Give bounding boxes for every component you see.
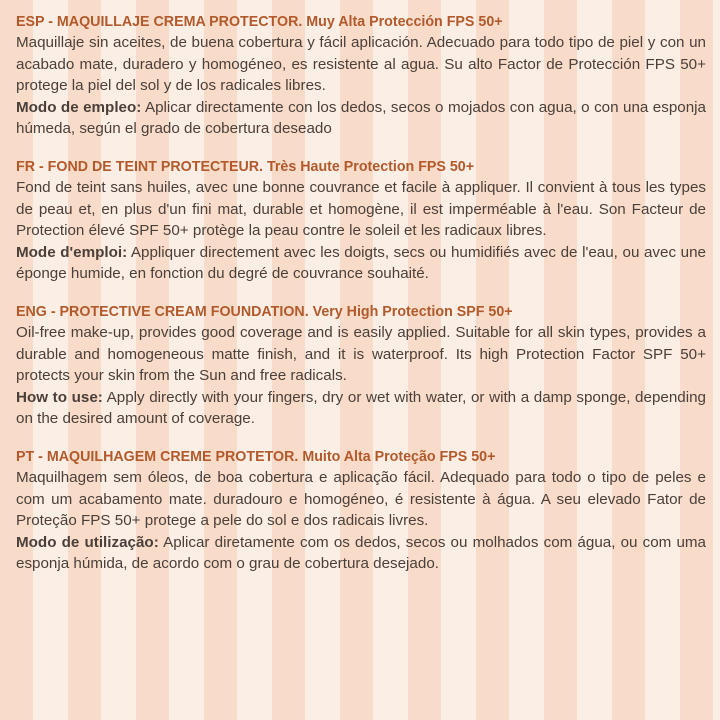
section-title: FR - FOND DE TEINT PROTECTEUR. Très Haute Protection FPS 50+ [16, 157, 475, 175]
usage-text: Aplicar diretamente com os dedos, secos ou molhados com água, ou com uma esponja húmida, de acordo com o grau de cobertura desejado. [16, 533, 706, 573]
usage-instructions [16, 532, 706, 575]
section-eng [16, 302, 706, 430]
usage-instructions [16, 387, 706, 430]
usage-label: Mode d'emploi: [16, 243, 128, 261]
section-title: ENG - PROTECTIVE CREAM FOUNDATION. Very High Protection SPF 50+ [16, 302, 513, 320]
section-description: Fond de teint sans huiles, avec une bonne couvrance et facile à appliquer. Il convient à tous les types de peau et, en plus d'un fini mat, durable et homogène, il est imperméable à l'eau. Son Facteur de Protection élevé SPF 50+ protège la peau contre le soleil et les radicaux libres. [16, 178, 706, 240]
usage-label: Modo de empleo: [16, 98, 142, 116]
section-esp [16, 12, 706, 140]
usage-instructions [16, 242, 706, 285]
usage-text: Apply directly with your fingers, dry or wet with water, or with a damp sponge, depending on the desired amount of coverage. [16, 388, 706, 428]
usage-text: Aplicar directamente con los dedos, secos o mojados con agua, o con una esponja húmeda, según el grado de cobertura deseado [16, 98, 707, 138]
section-description: Maquillaje sin aceites, de buena cobertura y fácil aplicación. Adecuado para todo tipo de piel y con un acabado mate, duradero y homogéneo, es resistente al agua. Su alto Factor de Protección FPS 50+ protege la piel del sol y de los radicales libres. [16, 34, 706, 95]
usage-label: Modo de utilização: [16, 533, 159, 551]
usage-label: How to use: [16, 388, 103, 406]
usage-text: Appliquer directement avec les doigts, secs ou humidifiés avec de l'eau, ou avec une éponge humide, en fonction du degré de couvrance souhaité. [16, 243, 706, 283]
section-description: Maquilhagem sem óleos, de boa cobertura e aplicação fácil. Adequado para todo o tipo de peles e com um acabamento mate. duradouro e homogéneo, é resistente à água. A seu elevado Fator de Proteção FPS 50+ protege a pele do sol e dos radicais livres. [16, 468, 706, 530]
section-title: ESP - MAQUILLAJE CREMA PROTECTOR. Muy Alta Protección FPS 50+ [16, 13, 503, 30]
section-title: PT - MAQUILHAGEM CREME PROTETOR. Muito Alta Proteção FPS 50+ [16, 447, 496, 465]
section-description: Oil-free make-up, provides good coverage and is easily applied. Suitable for all skin types, provides a durable and homogeneous matte finish, and it is waterproof. Its high Protection Factor SPF 50+ protects your skin from the Sun and free radicals. [16, 323, 706, 385]
multilingual-description [16, 12, 706, 592]
section-pt [16, 447, 706, 575]
usage-instructions [16, 97, 706, 140]
section-fr [16, 157, 706, 285]
